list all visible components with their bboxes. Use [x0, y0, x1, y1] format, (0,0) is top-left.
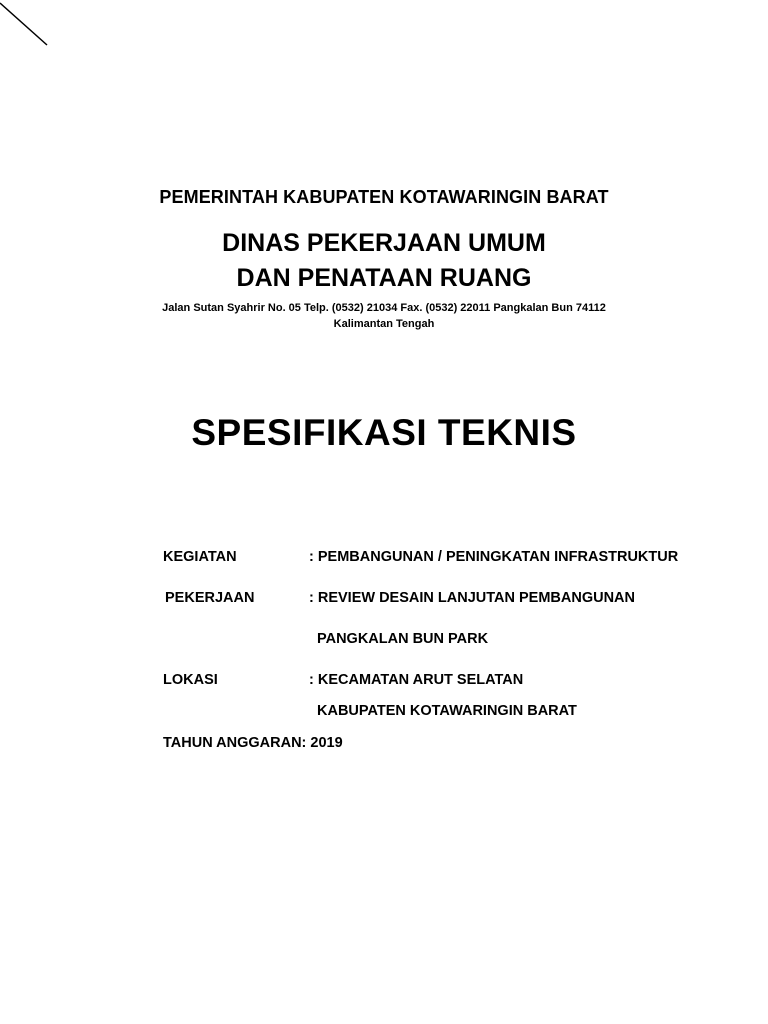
department-name-line2: DAN PENATAAN RUANG [236, 264, 532, 292]
kegiatan-row [163, 549, 678, 565]
lokasi-value: : KECAMATAN ARUT SELATAN [309, 672, 524, 688]
pekerjaan-value: : REVIEW DESAIN LANJUTAN PEMBANGUNAN [309, 590, 635, 606]
address-line1: Jalan Sutan Syahrir No. 05 Telp. (0532) 21034 Fax. (0532) 22011 Pangkalan Bun 74112 [162, 302, 606, 314]
department-name-line1: DINAS PEKERJAAN UMUM [222, 229, 546, 257]
address-line2: Kalimantan Tengah [333, 318, 435, 330]
document-title: SPESIFIKASI TEKNIS [191, 412, 577, 453]
kegiatan-value: : PEMBANGUNAN / PENINGKATAN INFRASTRUKTUR [309, 549, 679, 565]
lokasi-value-continued: KABUPATEN KOTAWARINGIN BARAT [317, 703, 577, 719]
corner-diagonal-line [0, 0, 60, 60]
lokasi-row [163, 672, 523, 688]
tahun-anggaran-row: TAHUN ANGGARAN: 2019 [163, 735, 343, 751]
government-title: PEMERINTAH KABUPATEN KOTAWARINGIN BARAT [159, 187, 609, 207]
department-address [0, 300, 768, 332]
pekerjaan-label: PEKERJAAN [165, 590, 255, 606]
pekerjaan-value-continued: PANGKALAN BUN PARK [317, 631, 489, 647]
kegiatan-label: KEGIATAN [163, 549, 237, 565]
lokasi-label: LOKASI [163, 672, 218, 688]
pekerjaan-row [165, 590, 635, 606]
